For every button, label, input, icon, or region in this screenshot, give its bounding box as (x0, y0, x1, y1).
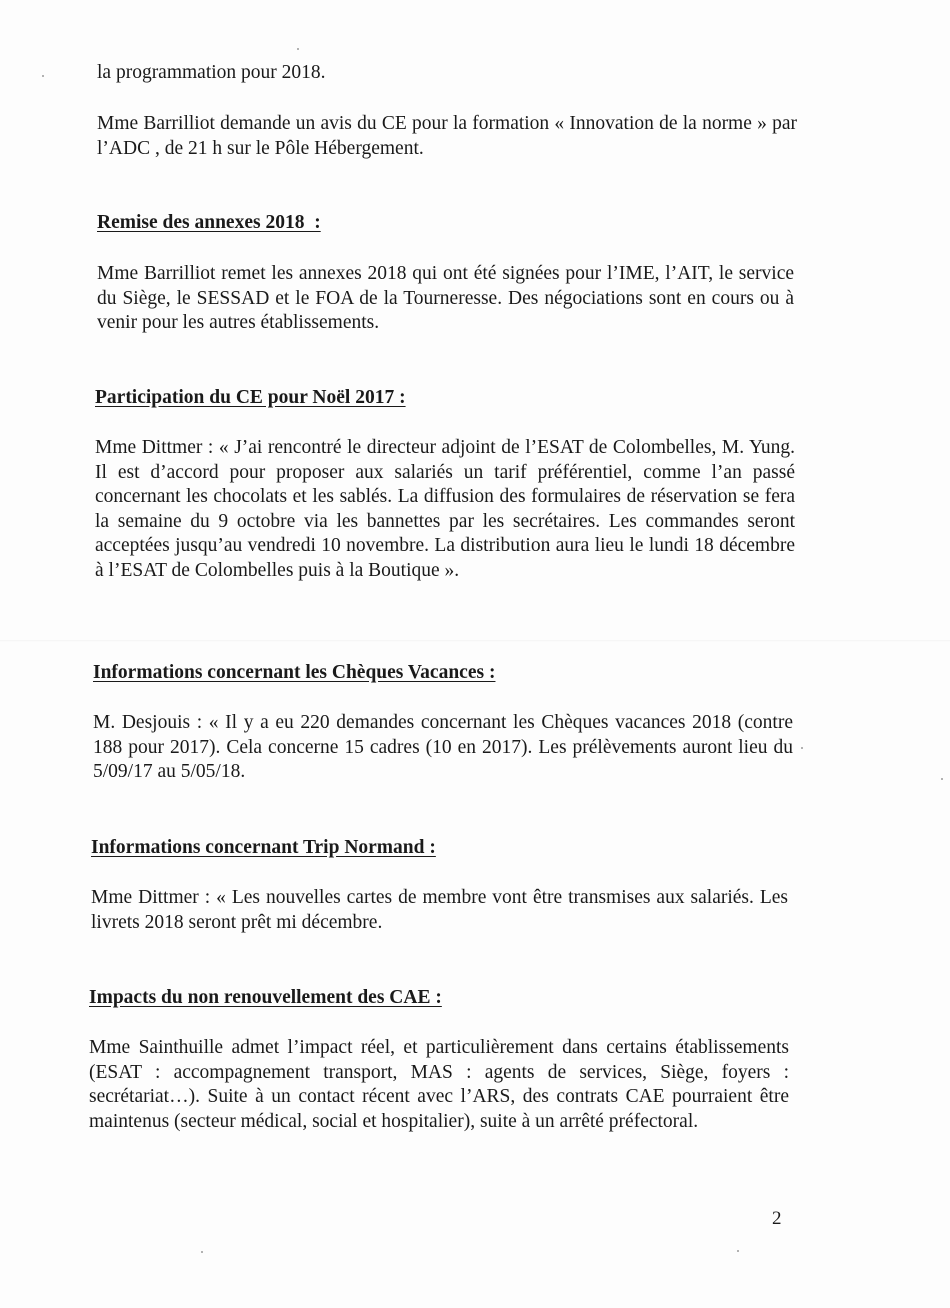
heading-impacts-cae: Impacts du non renouvellement des CAE : (89, 987, 442, 1008)
paragraph-remise-annexes: Mme Barrilliot remet les annexes 2018 qui ont été signées pour l’IME, l’AIT, le service du Siège, le SESSAD et le FOA de la Tourneresse. Des négociations sont en cours ou à venir pour les autres établissements. (97, 263, 794, 333)
page-number: 2 (772, 1208, 782, 1229)
paragraph-programmation: la programmation pour 2018. (97, 62, 326, 83)
paragraph-cheques-vacances: M. Desjouis : « Il y a eu 220 demandes concernant les Chèques vacances 2018 (contre 188 pour 2017). Cela concerne 15 cadres (10 en 2017). Les prélèvements auront lieu du 5/09/17 au 5/05/18. (93, 712, 793, 782)
scan-speck (42, 75, 44, 77)
paper-fold-line (0, 640, 950, 642)
scan-speck (737, 1250, 739, 1252)
scan-speck (201, 1251, 203, 1253)
scan-speck (297, 48, 299, 50)
heading-cheques-vacances: Informations concernant les Chèques Vacances : (93, 662, 496, 683)
scan-speck (801, 747, 803, 749)
paragraph-impacts-cae: Mme Sainthuille admet l’impact réel, et particulièrement dans certains établissements (ESAT : accompagnement transport, MAS : agents de services, Siège, foyers : secrétariat…). Suite à un contact récent avec l’ARS, des contrats CAE pourraient être maintenus (secteur médical, social et hospitalier), suite à un arrêté préfectoral. (89, 1037, 789, 1132)
paragraph-trip-normand: Mme Dittmer : « Les nouvelles cartes de membre vont être transmises aux salariés. Les livrets 2018 seront prêt mi décembre. (91, 887, 788, 933)
heading-remise-annexes: Remise des annexes 2018 : (97, 212, 321, 233)
scan-speck (941, 778, 943, 780)
paragraph-formation-request: Mme Barrilliot demande un avis du CE pour la formation « Innovation de la norme » par l’ADC , de 21 h sur le Pôle Hébergement. (97, 113, 797, 159)
heading-participation-noel: Participation du CE pour Noël 2017 : (95, 387, 406, 408)
paragraph-participation-noel: Mme Dittmer : « J’ai rencontré le directeur adjoint de l’ESAT de Colombelles, M. Yung. Il est d’accord pour proposer aux salariés un tarif préférentiel, comme l’an passé concernant les chocolats et les sablés. La diffusion des formulaires de réservation se fera la semaine du 9 octobre via les bannettes par les secrétaires. Les commandes seront acceptées jusqu’au vendredi 10 novembre. La distribution aura lieu le lundi 18 décembre à l’ESAT de Colombelles puis à la Boutique ». (95, 437, 795, 581)
heading-trip-normand: Informations concernant Trip Normand : (91, 837, 436, 858)
